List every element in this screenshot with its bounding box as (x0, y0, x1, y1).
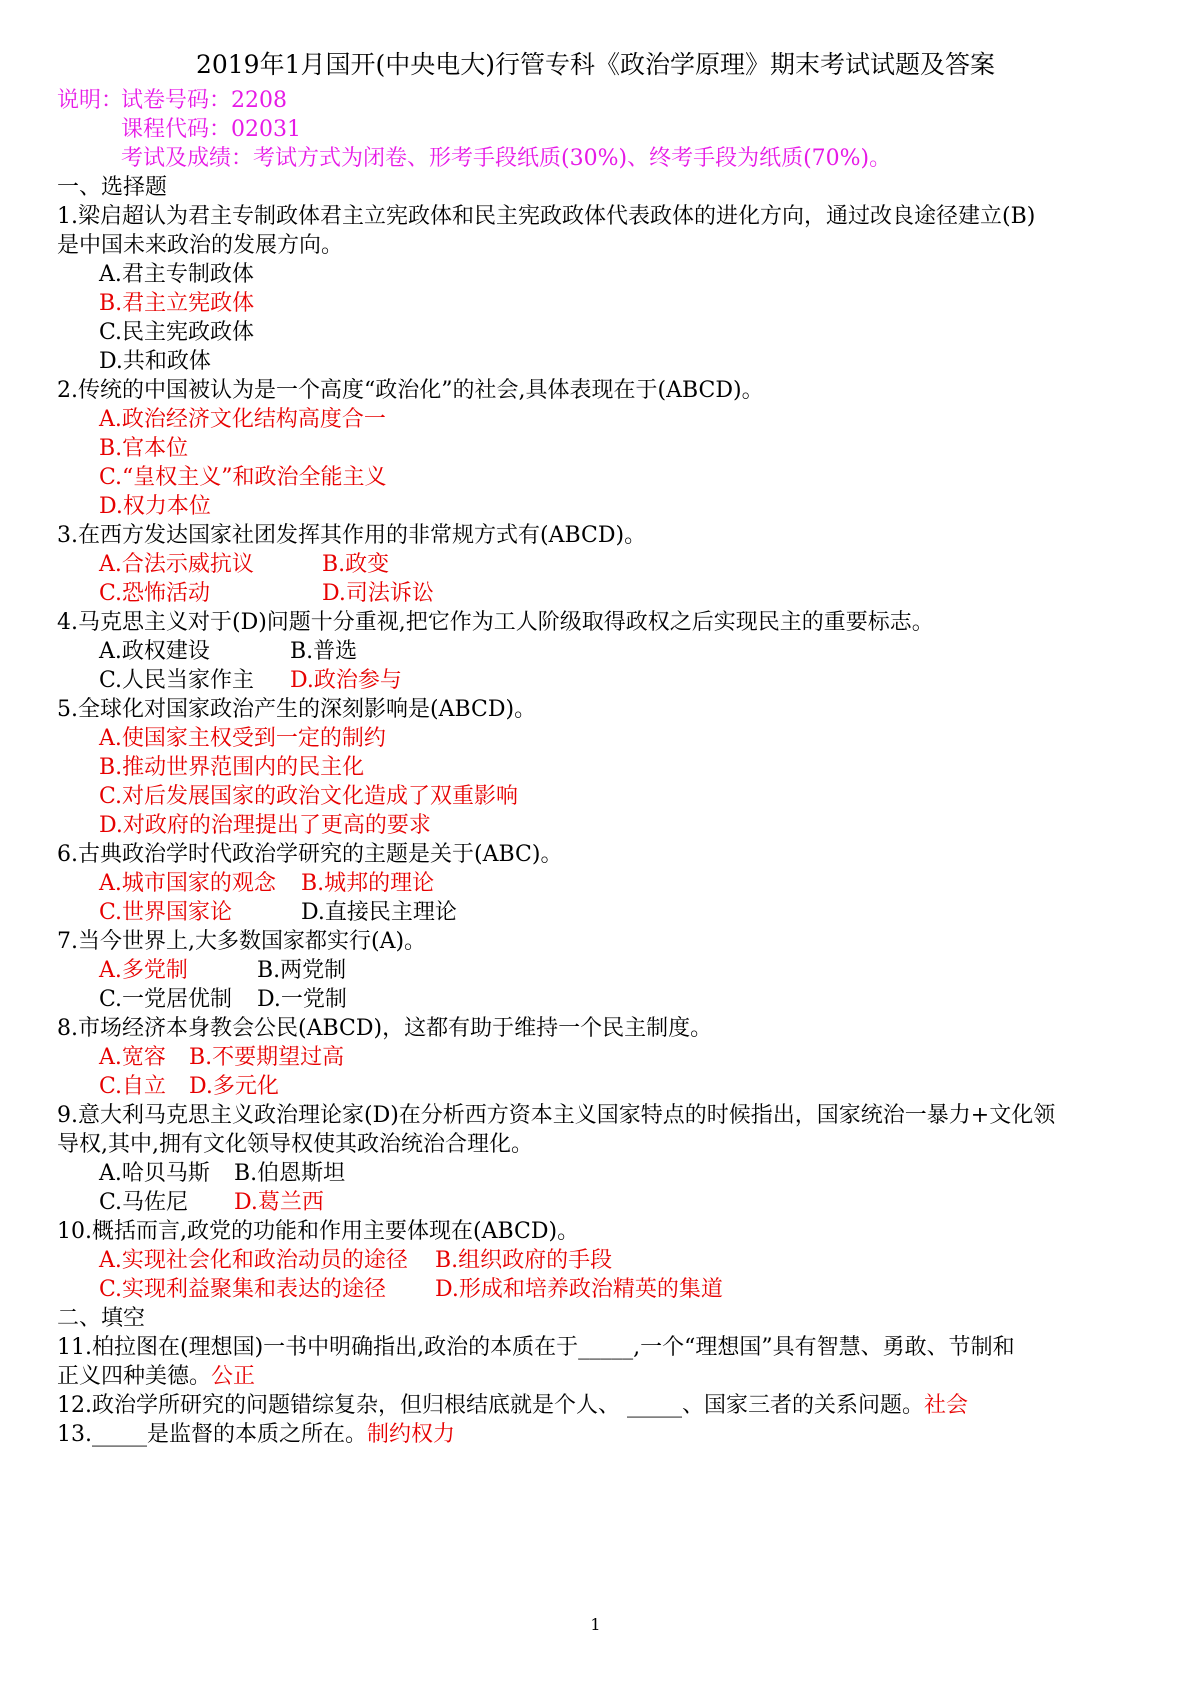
question-5-option-c: C.对后发展国家的政治文化造成了双重影响 (99, 784, 519, 809)
document-title: 2019年1月国开(中央电大)行管专科《政治学原理》期末考试试题及答案 (195, 50, 996, 79)
question-4-stem: 4.马克思主义对于(D)问题十分重视,把它作为工人阶级取得政权之后实现民主的重要标志。 (57, 610, 934, 635)
question-1-option-d: D.共和政体 (99, 349, 211, 374)
exam-info: 考试及成绩：考试方式为闭卷、形考手段纸质(30%)、终考手段为纸质(70%)。 (121, 146, 892, 171)
question-5-option-a: A.使国家主权受到一定的制约 (99, 726, 386, 751)
question-8-option-b: B.不要期望过高 (189, 1045, 345, 1070)
question-10-stem: 10.概括而言,政党的功能和作用主要体现在(ABCD)。 (57, 1219, 580, 1244)
question-12-answer: 社会 (923, 1393, 968, 1418)
question-4-option-a: A.政权建设 (99, 639, 210, 664)
course-code: 课程代码：02031 (121, 117, 301, 142)
question-3-option-d: D.司法诉讼 (322, 581, 434, 606)
question-4-option-c: C.人民当家作主 (99, 668, 255, 693)
question-6-option-d: D.直接民主理论 (301, 900, 457, 925)
question-6-option-a: A.城市国家的观念 (99, 871, 276, 896)
question-6-option-c: C.世界国家论 (99, 900, 233, 925)
question-7-stem: 7.当今世界上,大多数国家都实行(A)。 (57, 929, 427, 954)
question-4-option-b: B.普选 (290, 639, 358, 664)
question-3-stem: 3.在西方发达国家社团发挥其作用的非常规方式有(ABCD)。 (57, 523, 647, 548)
question-9-stem: 9.意大利马克思主义政治理论家(D)在分析西方资本主义国家特点的时候指出，国家统治一暴力+文化领 (57, 1103, 1056, 1128)
question-11-stem: 11.柏拉图在(理想国)一书中明确指出,政治的本质在于_____,一个“理想国”具有智慧、勇敢、节制和 (57, 1335, 1015, 1360)
question-2-option-c: C.“皇权主义”和政治全能主义 (99, 465, 387, 490)
question-5-option-b: B.推动世界范围内的民主化 (99, 755, 365, 780)
question-7-option-c: C.一党居优制 (99, 987, 233, 1012)
question-5-stem: 5.全球化对国家政治产生的深刻影响是(ABCD)。 (57, 697, 537, 722)
question-3-option-b: B.政变 (322, 552, 390, 577)
question-9-option-d: D.葛兰西 (234, 1190, 324, 1215)
question-11-stem-cont: 正义四种美德。 (57, 1364, 212, 1389)
question-7-option-a: A.多党制 (99, 958, 188, 983)
question-4-option-d: D.政治参与 (290, 668, 402, 693)
question-3-option-a: A.合法示威抗议 (99, 552, 254, 577)
question-2-option-a: A.政治经济文化结构高度合一 (99, 407, 386, 432)
question-10-option-c: C.实现利益聚集和表达的途径 (99, 1277, 387, 1302)
question-13-line (57, 1420, 455, 1450)
section-heading-choice: 一、选择题 (57, 175, 168, 200)
question-1-option-c: C.民主宪政政体 (99, 320, 255, 345)
question-12-line (57, 1391, 968, 1421)
question-7-option-b: B.两党制 (257, 958, 347, 983)
question-6-option-b: B.城邦的理论 (301, 871, 435, 896)
question-10-option-b: B.组织政府的手段 (435, 1248, 613, 1273)
question-8-stem: 8.市场经济本身教会公民(ABCD)，这都有助于维持一个民主制度。 (57, 1016, 713, 1041)
question-8-option-a: A.宽容 (99, 1045, 166, 1070)
notes-label: 说明： (57, 88, 124, 113)
question-2-stem: 2.传统的中国被认为是一个高度“政治化”的社会,具体表现在于(ABCD)。 (57, 378, 764, 403)
question-3-option-c: C.恐怖活动 (99, 581, 211, 606)
question-1-stem-cont: 是中国未来政治的发展方向。 (57, 233, 344, 258)
question-8-option-c: C.自立 (99, 1074, 167, 1099)
question-9-stem-cont: 导权,其中,拥有文化领导权使其政治统治合理化。 (57, 1132, 533, 1157)
question-12-stem: 12.政治学所研究的问题错综复杂，但归根结底就是个人、 _____、国家三者的关系问题。 (57, 1393, 924, 1418)
page-number: 1 (590, 1615, 601, 1634)
question-8-option-d: D.多元化 (189, 1074, 279, 1099)
question-1-option-a: A.君主专制政体 (99, 262, 254, 287)
question-13-answer: 制约权力 (367, 1422, 456, 1447)
paper-number: 试卷号码：2208 (121, 88, 287, 113)
question-10-option-d: D.形成和培养政治精英的集道 (435, 1277, 723, 1302)
question-11-answer: 公正 (211, 1364, 256, 1389)
question-9-option-c: C.马佐尼 (99, 1190, 189, 1215)
question-10-option-a: A.实现社会化和政治动员的途径 (99, 1248, 408, 1273)
question-11-line-2 (57, 1362, 255, 1392)
section-heading-fill-in: 二、填空 (57, 1306, 146, 1331)
question-9-option-a: A.哈贝马斯 (99, 1161, 210, 1186)
question-1-option-b: B.君主立宪政体 (99, 291, 255, 316)
question-9-option-b: B.伯恩斯坦 (234, 1161, 346, 1186)
question-5-option-d: D.对政府的治理提出了更高的要求 (99, 813, 431, 838)
question-2-option-b: B.官本位 (99, 436, 189, 461)
question-13-stem: 13._____是监督的本质之所在。 (57, 1422, 367, 1447)
question-6-stem: 6.古典政治学时代政治学研究的主题是关于(ABC)。 (57, 842, 563, 867)
question-1-stem: 1.梁启超认为君主专制政体君主立宪政体和民主宪政政体代表政体的进化方向，通过改良途径建立(B) (57, 204, 1036, 229)
question-7-option-d: D.一党制 (257, 987, 347, 1012)
question-2-option-d: D.权力本位 (99, 494, 211, 519)
